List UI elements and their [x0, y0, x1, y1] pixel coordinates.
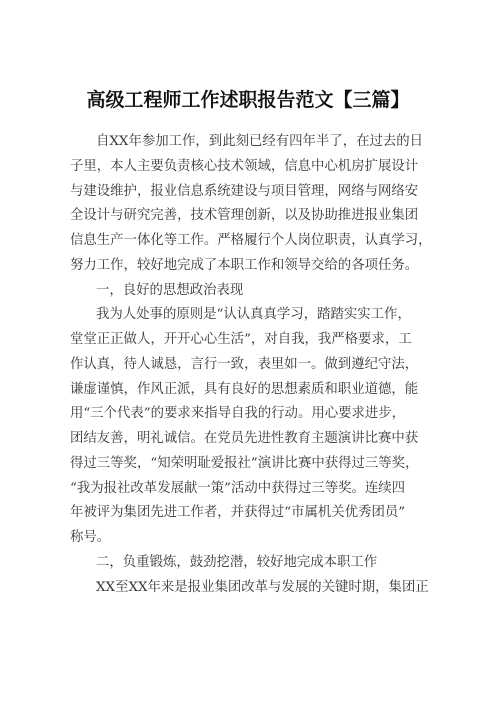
- document-body: [70, 130, 436, 600]
- document-title: 高级工程师工作述职报告范文【三篇】: [86, 89, 410, 111]
- body-line: 堂堂正正做人，开开心心生活”，对自我，我严格要求，工: [70, 332, 412, 347]
- body-line: 年被评为集团先进工作者，并获得过“市属机关优秀团员”: [70, 505, 406, 521]
- body-line: 我为人处事的原则是“认认真真学习，踏踏实实工作，: [96, 307, 411, 323]
- section-heading: 二，负重锻炼，鼓劲挖潜，较好地完成本职工作: [96, 554, 378, 570]
- body-line: 全设计与研究完善，技术管理创新，以及协助推进报业集团: [70, 208, 419, 224]
- body-line: “我为报社改革发展献一策”活动中获得过三等奖。连续四: [70, 480, 406, 496]
- body-line: 与建设维护，报业信息系统建设与项目管理，网络与网络安: [70, 183, 419, 199]
- body-line: 作认真，待人诚恳，言行一致，表里如一。做到遵纪守法，: [70, 356, 419, 372]
- body-line: 努力工作，较好地完成了本职工作和领导交给的各项任务。: [70, 257, 419, 273]
- section-heading: 一，良好的思想政治表现: [96, 282, 244, 298]
- body-line: 信息生产一体化等工作。严格履行个人岗位职责，认真学习，: [70, 233, 432, 248]
- body-line: 自XX年参加工作，到此刻已经有四年半了，在过去的日: [96, 134, 424, 149]
- body-line: 团结友善，明礼诚信。在党员先进性教育主题演讲比赛中获: [70, 431, 419, 446]
- body-line: 用“三个代表”的要求来指导自我的行动。用心要求进步，: [70, 406, 406, 422]
- body-line: 称号。: [70, 530, 111, 545]
- body-line: XX至XX年来是报业集团改革与发展的关键时期，集团正: [96, 579, 429, 595]
- body-line: 谦虚谨慎，作风正派，具有良好的思想素质和职业道德，能: [70, 381, 419, 397]
- body-line: 得过三等奖，“知荣明耻爱报社”演讲比赛中获得过三等奖，: [70, 455, 419, 471]
- body-line: 子里，本人主要负责核心技术领域，信息中心机房扩展设计: [70, 158, 419, 174]
